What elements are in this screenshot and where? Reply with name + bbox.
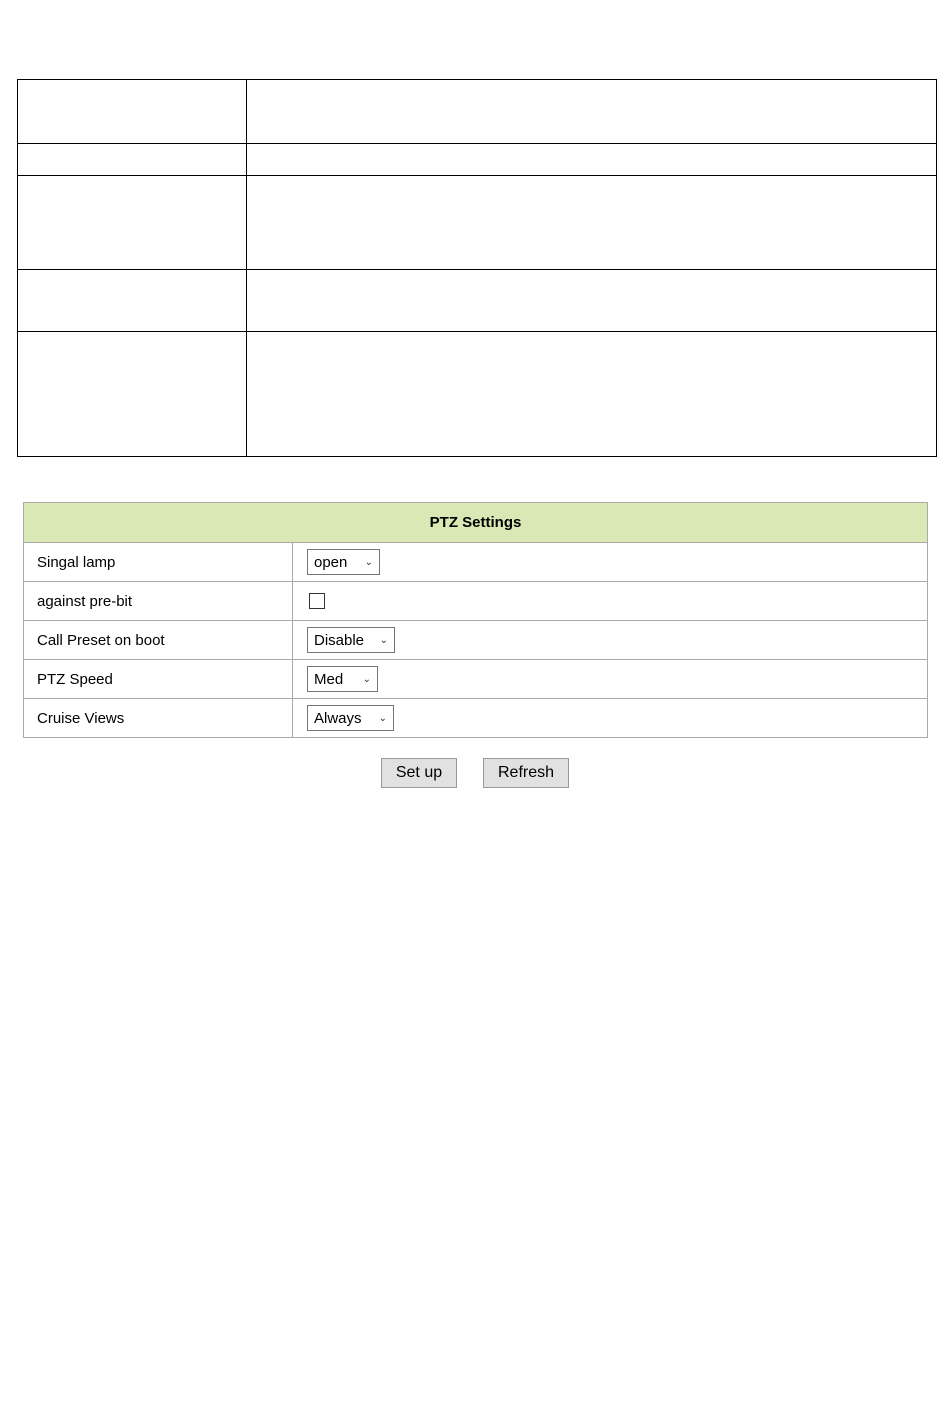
table-column-divider bbox=[246, 80, 247, 456]
cruise-views-value: Always bbox=[314, 709, 362, 727]
table-row-divider bbox=[18, 143, 936, 144]
table-row-divider bbox=[18, 331, 936, 332]
against-pre-bit-checkbox[interactable] bbox=[309, 593, 325, 609]
chevron-down-icon: ⌄ bbox=[379, 634, 388, 646]
cruise-views-select[interactable] bbox=[307, 705, 394, 731]
ptz-settings-title: PTZ Settings bbox=[24, 503, 927, 543]
signal-lamp-select[interactable] bbox=[307, 549, 380, 575]
call-preset-select[interactable] bbox=[307, 627, 395, 653]
table-row bbox=[24, 621, 927, 660]
table-row-divider bbox=[18, 175, 936, 176]
ptz-speed-value: Med bbox=[314, 670, 344, 688]
ptz-speed-select[interactable] bbox=[307, 666, 378, 692]
ptz-speed-label: PTZ Speed bbox=[24, 660, 293, 698]
chevron-down-icon: ⌄ bbox=[378, 712, 387, 724]
signal-lamp-value: open bbox=[314, 553, 348, 571]
setup-button[interactable]: Set up bbox=[381, 758, 457, 788]
against-pre-bit-label: against pre-bit bbox=[24, 582, 293, 620]
table-row bbox=[24, 660, 927, 699]
cruise-views-label: Cruise Views bbox=[24, 699, 293, 737]
table-row-divider bbox=[18, 269, 936, 270]
signal-lamp-label: Singal lamp bbox=[24, 543, 293, 581]
table-row bbox=[24, 543, 927, 582]
call-preset-value: Disable bbox=[314, 631, 365, 649]
ptz-settings-table bbox=[23, 502, 928, 738]
table-row bbox=[24, 582, 927, 621]
chevron-down-icon: ⌄ bbox=[364, 556, 373, 568]
refresh-button[interactable]: Refresh bbox=[483, 758, 569, 788]
document-table bbox=[17, 79, 937, 457]
table-row bbox=[24, 699, 927, 737]
chevron-down-icon: ⌄ bbox=[362, 673, 371, 685]
call-preset-label: Call Preset on boot bbox=[24, 621, 293, 659]
